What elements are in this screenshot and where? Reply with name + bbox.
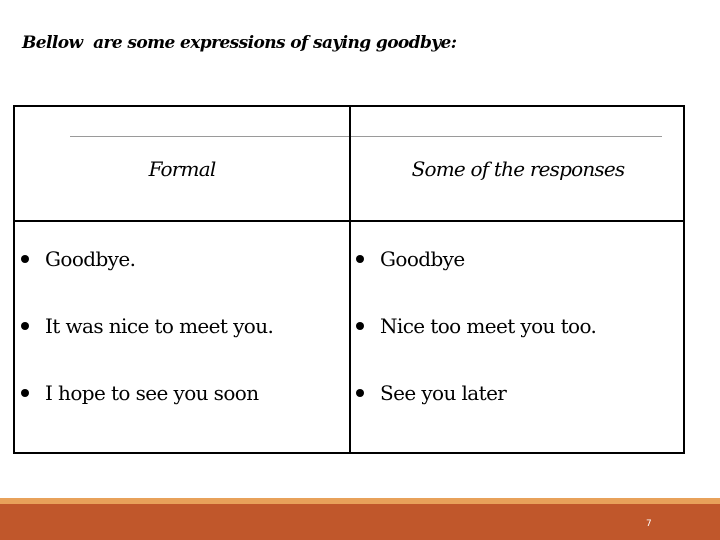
cell-text: See you later [380, 381, 507, 405]
table-cell-formal [21, 381, 259, 405]
slide-title: Bellow are some expressions of saying goodbye: [22, 33, 457, 53]
bullet-icon [21, 255, 29, 263]
cell-text: Nice too meet you too. [380, 314, 597, 338]
table-cell-response [356, 247, 465, 271]
bullet-icon [21, 322, 29, 330]
bullet-icon [356, 389, 364, 397]
table-cell-response [356, 314, 596, 338]
expressions-table [13, 105, 685, 454]
column-header-responses: Some of the responses [411, 157, 625, 181]
bullet-icon [21, 389, 29, 397]
cell-text: It was nice to meet you. [45, 314, 274, 338]
page-number: 7 [646, 519, 652, 529]
table-cell-formal [21, 314, 273, 338]
cell-text: I hope to see you soon [45, 381, 259, 405]
header-divider [15, 220, 683, 222]
bullet-icon [356, 322, 364, 330]
column-header-formal: Formal [148, 157, 216, 181]
bullet-icon [356, 255, 364, 263]
footer-bar [0, 504, 720, 540]
table-cell-response [356, 381, 506, 405]
cell-text: Goodbye [380, 247, 465, 271]
table-cell-formal [21, 247, 135, 271]
cell-text: Goodbye. [45, 247, 136, 271]
header-accent-line [70, 136, 662, 137]
